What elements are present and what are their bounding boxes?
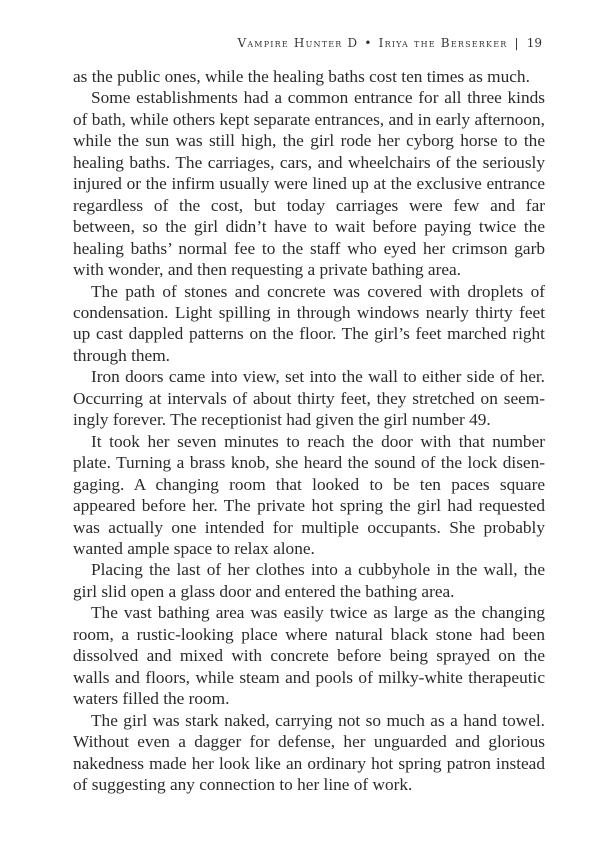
paragraph: The vast bathing area was easily twice as large as the changing room, a rustic-looking place where natural black stone had been dissolved and mixed with concrete before being sprayed on the walls and floors, while steam and pools of milky-white therapeutic waters filled the room. [73, 603, 545, 709]
paragraph: The girl was stark naked, carrying not so much as a hand towel. Without even a dagger for defense, her unguarded and glorious nakedness made her look like an ordinary hot spring patron instead of suggesting any connection to her line of work. [73, 710, 545, 794]
title-separator: • [364, 36, 373, 50]
page-number: 19 [526, 36, 542, 50]
paragraph: Some establishments had a common entrance for all three kinds of bath, while others kept separate entrances, and in early afternoon, while the sun was still high, the girl rode her cyborg horse to the healing baths. The carriages, cars, and wheelchairs of the seriously injured or the infirm usually were lined up at the exclusive entrance regardless of the cost, but today carriages were few and far between, so the girl didn’t have to wait before paying twice the healing baths’ normal fee to the staff who eyed her crimson garb with wonder, and then requesting a private bathing area. [73, 88, 545, 280]
paragraph: It took her seven minutes to reach the door with that number plate. Turning a brass knob, she heard the sound of the lock disengaging. A changing room that looked to be ten paces square appeared before her. The private hot spring the girl had requested was actually one intended for multiple occupants. She probably wanted ample space to relax alone. [73, 431, 545, 558]
folio-divider: | [514, 36, 520, 50]
running-head [237, 36, 542, 50]
paragraph: Placing the last of her clothes into a cubbyhole in the wall, the girl slid open a glass door and entered the bathing area. [73, 560, 545, 601]
paragraph-continued: as the public ones, while the healing baths cost ten times as much. [73, 67, 530, 86]
body-text [73, 66, 545, 795]
paragraph: The path of stones and concrete was covered with droplets of condensation. Light spilling in through windows nearly thirty feet up cast dappled patterns on the floor. The girl’s feet marched right through them. [73, 281, 545, 365]
book-title: Vampire Hunter D [237, 36, 359, 50]
paragraph: Iron doors came into view, set into the wall to either side of her. Occurring at intervals of about thirty feet, they stretched on seemingly forever. The receptionist had given the girl number 49. [73, 367, 545, 430]
book-subtitle: Iriya the Berserker [378, 36, 508, 50]
